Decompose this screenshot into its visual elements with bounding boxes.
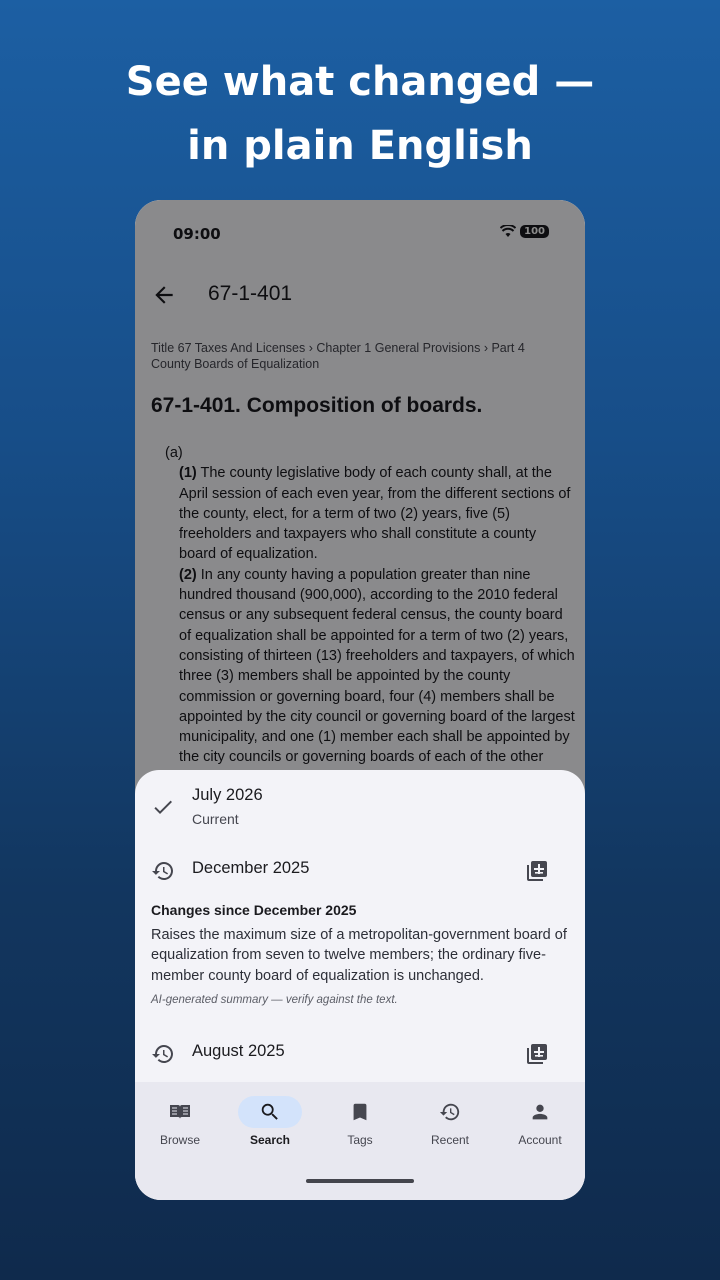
version-row-august-2025[interactable] (135, 1026, 585, 1082)
nav-pill-active (238, 1096, 302, 1128)
paragraph-number: (1) (179, 465, 197, 482)
nav-pill (328, 1096, 392, 1128)
version-title: August 2025 (192, 1042, 285, 1060)
summary-disclaimer: AI-generated summary — verify against the text. (151, 994, 398, 1006)
paragraph-number: (2) (179, 566, 197, 583)
version-title: December 2025 (192, 859, 310, 877)
promo-headline (0, 50, 720, 178)
nav-tags[interactable] (315, 1096, 405, 1147)
headline-line-1: See what changed — (125, 59, 595, 105)
bottom-navigation (135, 1082, 585, 1200)
nav-label: Browse (159, 1133, 200, 1147)
version-subtitle: Current (192, 811, 239, 827)
section-heading: 67-1-401. Composition of boards. (151, 394, 483, 417)
nav-search[interactable] (225, 1096, 315, 1147)
nav-pill (418, 1096, 482, 1128)
book-icon (168, 1100, 192, 1124)
nav-pill (508, 1096, 572, 1128)
compare-document-icon[interactable] (525, 859, 549, 883)
history-icon (151, 859, 175, 883)
paragraph-text: In any county having a population greater than nine hundred thousand (900,000), according to the 2010 federal census or any subsequent federal census, the county board of equalization shall be appointed for a term of two (2) years, consisting of thirteen (13) freeholders and taxpayers, of which three (3) members shall be appointed by the county commission or governing board, four (4) members shall be appointed by the city council or governing board of the largest municipality, and one (1) member each shall be appointed by the city councils or governing boards of each of the other (179, 566, 575, 766)
summary-heading: Changes since December 2025 (151, 902, 357, 918)
history-icon (439, 1101, 461, 1123)
nav-label: Account (518, 1133, 562, 1147)
home-indicator[interactable] (306, 1179, 414, 1183)
version-title: July 2026 (192, 786, 263, 804)
check-icon (151, 795, 175, 819)
phone-frame (135, 200, 585, 1200)
version-row-december-2025[interactable] (135, 842, 585, 898)
nav-label: Tags (347, 1133, 373, 1147)
page-title: 67-1-401 (208, 282, 293, 305)
version-row-july-2026[interactable] (135, 770, 585, 842)
paragraph-text: The county legislative body of each county shall, at the April session of each even year, from the different sections of the county, elect, for a term of two (2) years, five (5) freeholders and taxpayers who shall constitute a county board of equalization. (179, 465, 571, 563)
nav-recent[interactable] (405, 1096, 495, 1147)
nav-account[interactable] (495, 1096, 585, 1147)
nav-browse[interactable] (135, 1096, 225, 1147)
subsection-label: (a) (165, 445, 183, 461)
breadcrumb[interactable]: Title 67 Taxes And Licenses › Chapter 1 General Provisions › Part 4 County Boards of Equalization (151, 341, 525, 371)
battery-icon: 100 (520, 225, 549, 238)
history-icon (151, 1042, 175, 1066)
status-time: 09:00 (173, 225, 221, 243)
person-icon (529, 1101, 551, 1123)
nav-label: Recent (430, 1133, 470, 1147)
bookmark-icon (349, 1101, 371, 1123)
headline-line-2: in plain English (187, 123, 533, 169)
compare-document-icon[interactable] (525, 1042, 549, 1066)
summary-body: Raises the maximum size of a metropolitan-government board of equalization from seven to twelve members; the ordinary five-member county board of equalization is unchanged. (151, 927, 567, 984)
search-icon (259, 1101, 281, 1123)
nav-pill (148, 1096, 212, 1128)
nav-label: Search (249, 1133, 291, 1147)
